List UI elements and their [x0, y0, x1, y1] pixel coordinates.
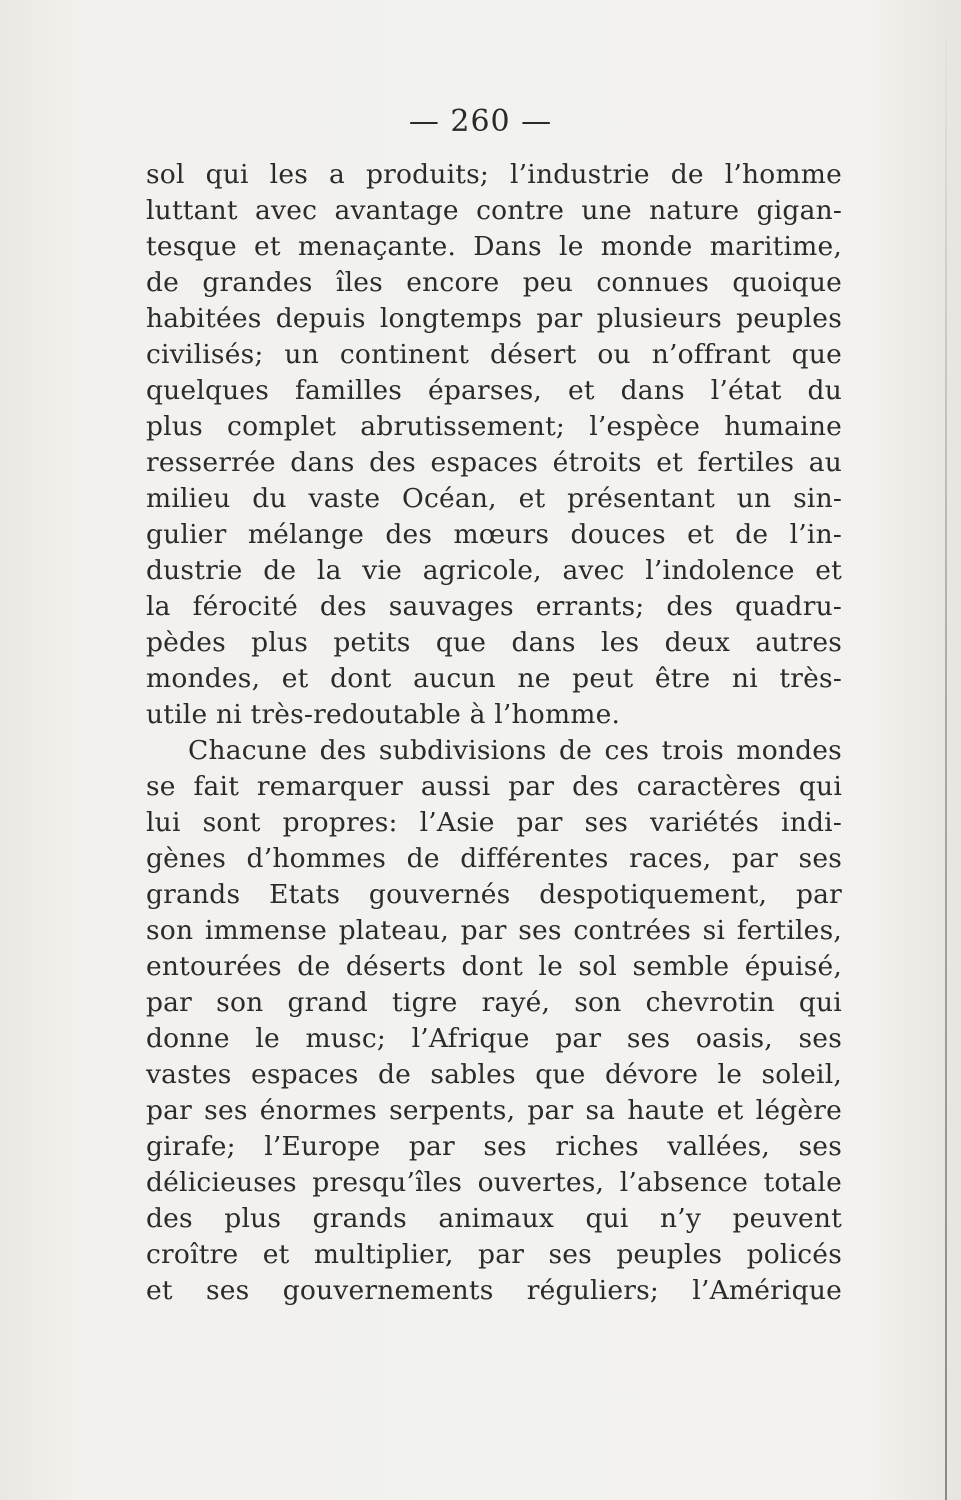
text-line: utile ni très-redoutable à l’homme. [146, 699, 621, 730]
text-line: pèdes plus petits que dans les deux autres [146, 627, 842, 658]
text-line: quelques familles éparses, et dans l’état du [146, 375, 842, 406]
text-line: croître et multiplier, par ses peuples policés [146, 1239, 842, 1270]
text-line: plus complet abrutissement; l’espèce humaine [146, 411, 842, 442]
text-line: entourées de déserts dont le sol semble épuisé, [146, 951, 842, 982]
text-line: et ses gouvernements réguliers; l’Amérique [146, 1275, 842, 1306]
text-line: dustrie de la vie agricole, avec l’indolence et [146, 555, 842, 586]
text-line: donne le musc; l’Afrique par ses oasis, ses [146, 1023, 842, 1054]
page-binding-edge [945, 0, 947, 1500]
text-line: resserrée dans des espaces étroits et fertiles au [146, 447, 842, 478]
text-line: par ses énormes serpents, par sa haute et légère [146, 1095, 842, 1126]
text-line: milieu du vaste Océan, et présentant un sin- [146, 483, 842, 514]
page-number: — 260 — [408, 104, 553, 139]
text-line: par son grand tigre rayé, son chevrotin qui [146, 987, 842, 1018]
body-text [146, 157, 842, 1309]
text-line: se fait remarquer aussi par des caractères qui [146, 771, 842, 802]
text-line: la férocité des sauvages errants; des quadru- [146, 591, 842, 622]
text-line: habitées depuis longtemps par plusieurs peuples [146, 303, 842, 334]
text-line: grands Etats gouvernés despotiquement, par [146, 879, 842, 910]
text-line: délicieuses presqu’îles ouvertes, l’absence totale [146, 1167, 842, 1198]
text-line: gènes d’hommes de différentes races, par ses [146, 843, 842, 874]
text-line: girafe; l’Europe par ses riches vallées, ses [146, 1131, 842, 1162]
text-line: de grandes îles encore peu connues quoique [146, 267, 842, 298]
text-line: tesque et menaçante. Dans le monde maritime, [146, 231, 842, 262]
text-line: mondes, et dont aucun ne peut être ni très- [146, 663, 842, 694]
text-line: civilisés; un continent désert ou n’offrant que [146, 339, 842, 370]
text-line: sol qui les a produits; l’industrie de l’homme [146, 159, 842, 190]
text-line: des plus grands animaux qui n’y peuvent [146, 1203, 842, 1234]
text-line: luttant avec avantage contre une nature gigan- [146, 195, 842, 226]
text-line: Chacune des subdivisions de ces trois mondes [188, 735, 842, 766]
text-line: son immense plateau, par ses contrées si fertiles, [146, 915, 842, 946]
text-line: lui sont propres: l’Asie par ses variétés indi- [146, 807, 842, 838]
text-line: gulier mélange des mœurs douces et de l’in- [146, 519, 842, 550]
text-line: vastes espaces de sables que dévore le soleil, [146, 1059, 842, 1090]
